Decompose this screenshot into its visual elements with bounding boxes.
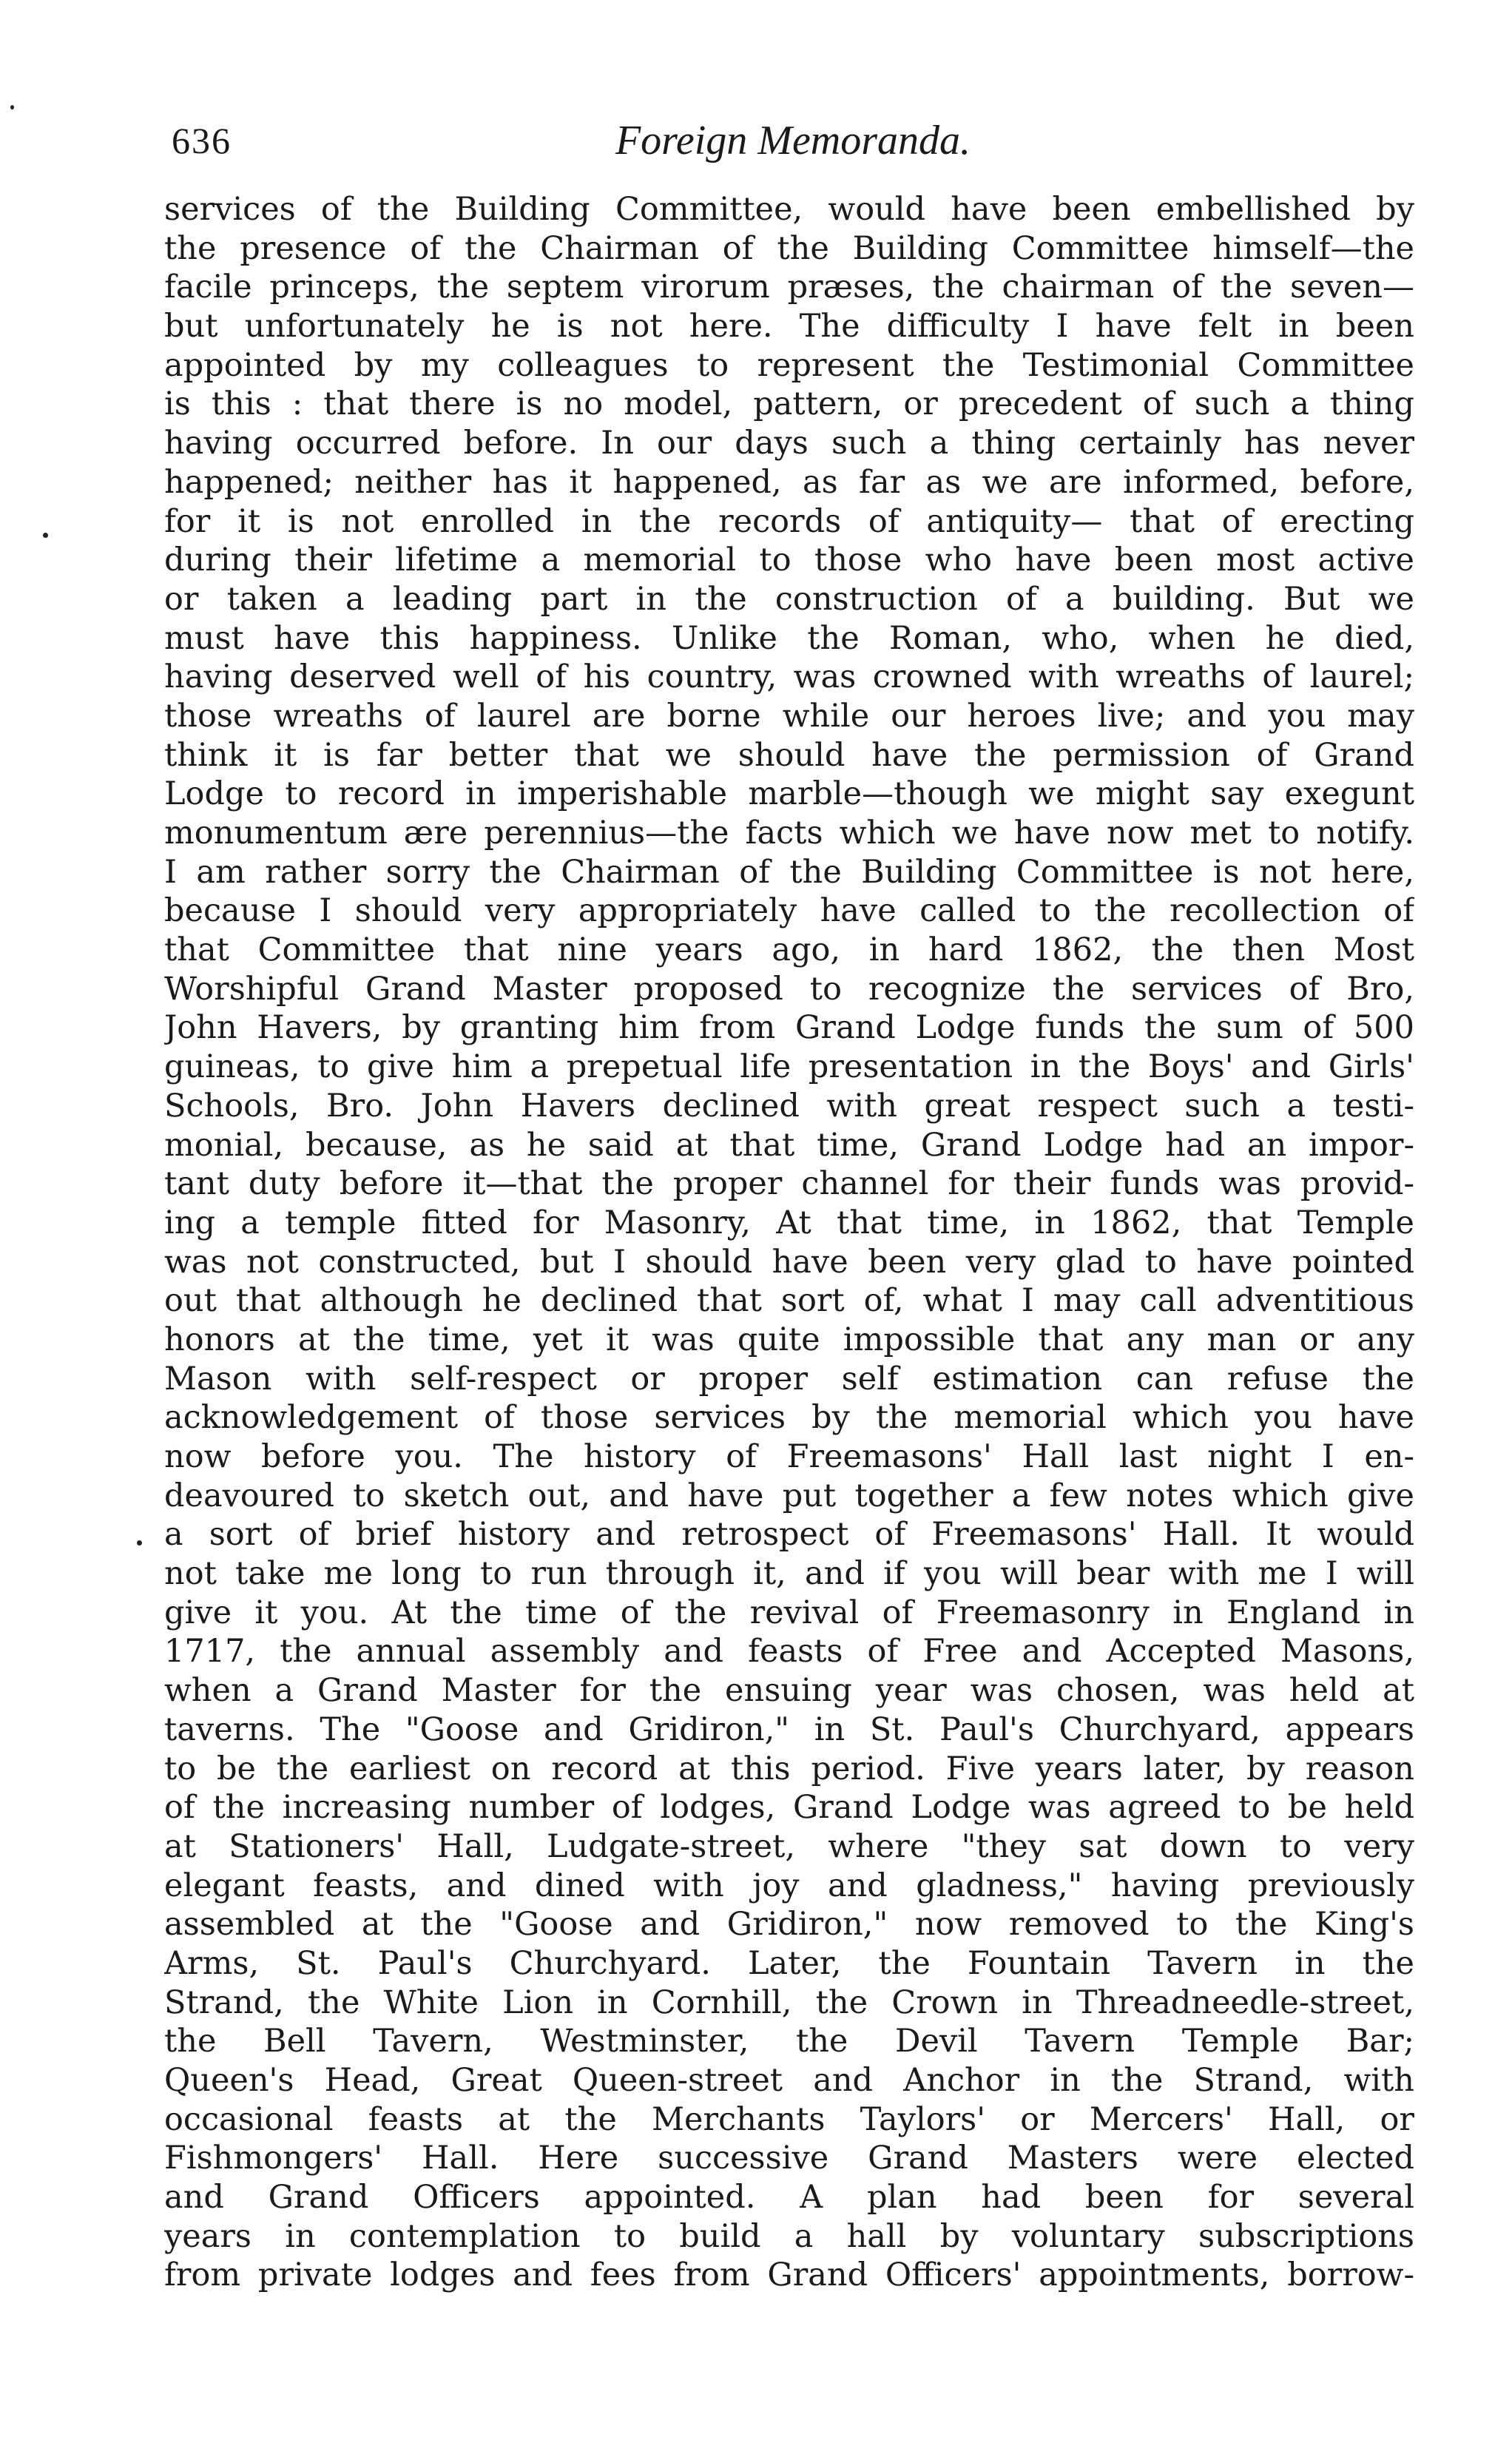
page-header bbox=[172, 111, 1414, 170]
text-line: Mason with self-respect or proper self estimation can refuse the bbox=[164, 1360, 1414, 1398]
text-line: years in contemplation to build a hall by voluntary subscriptions bbox=[164, 2217, 1414, 2255]
scan-speck bbox=[10, 105, 14, 109]
text-line: must have this happiness. Unlike the Roman, who, when he died, bbox=[164, 619, 1414, 657]
text-line: ing a temple fitted for Masonry, At that time, in 1862, that Temple bbox=[164, 1204, 1414, 1241]
text-line: Schools, Bro. John Havers declined with great respect such a testi- bbox=[164, 1087, 1414, 1125]
text-line: acknowledgement of those services by the memorial which you have bbox=[164, 1399, 1414, 1437]
text-line: appointed by my colleagues to represent the Testimonial Committee bbox=[164, 346, 1414, 384]
text-line: Lodge to record in imperishable marble—though we might say exegunt bbox=[164, 775, 1414, 813]
text-line: now before you. The history of Freemasons' Hall last night I en- bbox=[164, 1438, 1414, 1475]
text-line: Strand, the White Lion in Cornhill, the Crown in Threadneedle-street, bbox=[164, 1983, 1414, 2021]
text-line: was not constructed, but I should have been very glad to have pointed bbox=[164, 1243, 1414, 1281]
text-line: having deserved well of his country, was crowned with wreaths of laurel; bbox=[164, 658, 1414, 696]
text-line: Worshipful Grand Master proposed to recognize the services of Bro, bbox=[164, 970, 1414, 1008]
text-line: from private lodges and fees from Grand Officers' appointments, borrow- bbox=[164, 2256, 1414, 2294]
scan-speck bbox=[43, 533, 48, 538]
text-line: think it is far better that we should have the permission of Grand bbox=[164, 736, 1414, 774]
text-line: taverns. The "Goose and Gridiron," in St. Paul's Churchyard, appears bbox=[164, 1710, 1414, 1748]
text-line: those wreaths of laurel are borne while our heroes live; and you may bbox=[164, 697, 1414, 735]
text-line: out that although he declined that sort of, what I may call adventitious bbox=[164, 1282, 1414, 1320]
scan-speck bbox=[137, 1540, 142, 1546]
body-text bbox=[164, 190, 1414, 2295]
text-line: because I should very appropriately have called to the recollection of bbox=[164, 892, 1414, 930]
text-line: the Bell Tavern, Westminster, the Devil Tavern Temple Bar; bbox=[164, 2023, 1414, 2060]
text-line: give it you. At the time of the revival of Freemasonry in England in bbox=[164, 1594, 1414, 1631]
text-line: but unfortunately he is not here. The difficulty I have felt in been bbox=[164, 308, 1414, 346]
text-line: or taken a leading part in the construction of a building. But we bbox=[164, 580, 1414, 618]
text-line: of the increasing number of lodges, Grand Lodge was agreed to be held bbox=[164, 1789, 1414, 1827]
text-line: deavoured to sketch out, and have put together a few notes which give bbox=[164, 1477, 1414, 1514]
text-line: and Grand Officers appointed. A plan had been for several bbox=[164, 2179, 1414, 2217]
running-title: Foreign Memoranda. bbox=[615, 118, 971, 164]
text-line: the presence of the Chairman of the Building Committee himself—the bbox=[164, 229, 1414, 267]
text-line: monumentum ære perennius—the facts which we have now met to notify. bbox=[164, 815, 1414, 852]
text-line: happened; neither has it happened, as far as we are informed, before, bbox=[164, 463, 1414, 501]
text-line: 1717, the annual assembly and feasts of Free and Accepted Masons, bbox=[164, 1633, 1414, 1671]
text-line: assembled at the "Goose and Gridiron," now removed to the King's bbox=[164, 1906, 1414, 1944]
text-line: is this : that there is no model, pattern, or precedent of such a thing bbox=[164, 385, 1414, 423]
text-line: services of the Building Committee, would have been embellished by bbox=[164, 191, 1414, 228]
text-line: facile princeps, the septem virorum præses, the chairman of the seven— bbox=[164, 269, 1414, 306]
text-line: not take me long to run through it, and if you will bear with me I will bbox=[164, 1555, 1414, 1593]
text-line: monial, because, as he said at that time, Grand Lodge had an impor- bbox=[164, 1126, 1414, 1164]
text-line: honors at the time, yet it was quite impossible that any man or any bbox=[164, 1321, 1414, 1358]
text-line: to be the earliest on record at this period. Five years later, by reason bbox=[164, 1750, 1414, 1787]
text-line: Queen's Head, Great Queen-street and Anchor in the Strand, with bbox=[164, 2062, 1414, 2099]
text-line: elegant feasts, and dined with joy and gladness," having previously bbox=[164, 1867, 1414, 1904]
page-number: 636 bbox=[172, 120, 232, 161]
text-line: tant duty before it—that the proper channel for their funds was provid- bbox=[164, 1165, 1414, 1203]
text-line: a sort of brief history and retrospect of Freemasons' Hall. It would bbox=[164, 1516, 1414, 1554]
text-line: I am rather sorry the Chairman of the Building Committee is not here, bbox=[164, 853, 1414, 891]
text-line: when a Grand Master for the ensuing year was chosen, was held at bbox=[164, 1672, 1414, 1710]
text-line: Fishmongers' Hall. Here successive Grand Masters were elected bbox=[164, 2140, 1414, 2177]
text-line: having occurred before. In our days such a thing certainly has never bbox=[164, 425, 1414, 462]
text-line: during their lifetime a memorial to those who have been most active bbox=[164, 542, 1414, 579]
text-line: occasional feasts at the Merchants Taylors' or Mercers' Hall, or bbox=[164, 2100, 1414, 2138]
text-line: Arms, St. Paul's Churchyard. Later, the Fountain Tavern in the bbox=[164, 1944, 1414, 1982]
text-line: for it is not enrolled in the records of antiquity— that of erecting bbox=[164, 502, 1414, 540]
text-line: John Havers, by granting him from Grand Lodge funds the sum of 500 bbox=[164, 1009, 1414, 1047]
text-line: at Stationers' Hall, Ludgate-street, where "they sat down to very bbox=[164, 1827, 1414, 1865]
text-line: guineas, to give him a prepetual life presentation in the Boys' and Girls' bbox=[164, 1048, 1414, 1086]
text-line: that Committee that nine years ago, in hard 1862, the then Most bbox=[164, 931, 1414, 969]
